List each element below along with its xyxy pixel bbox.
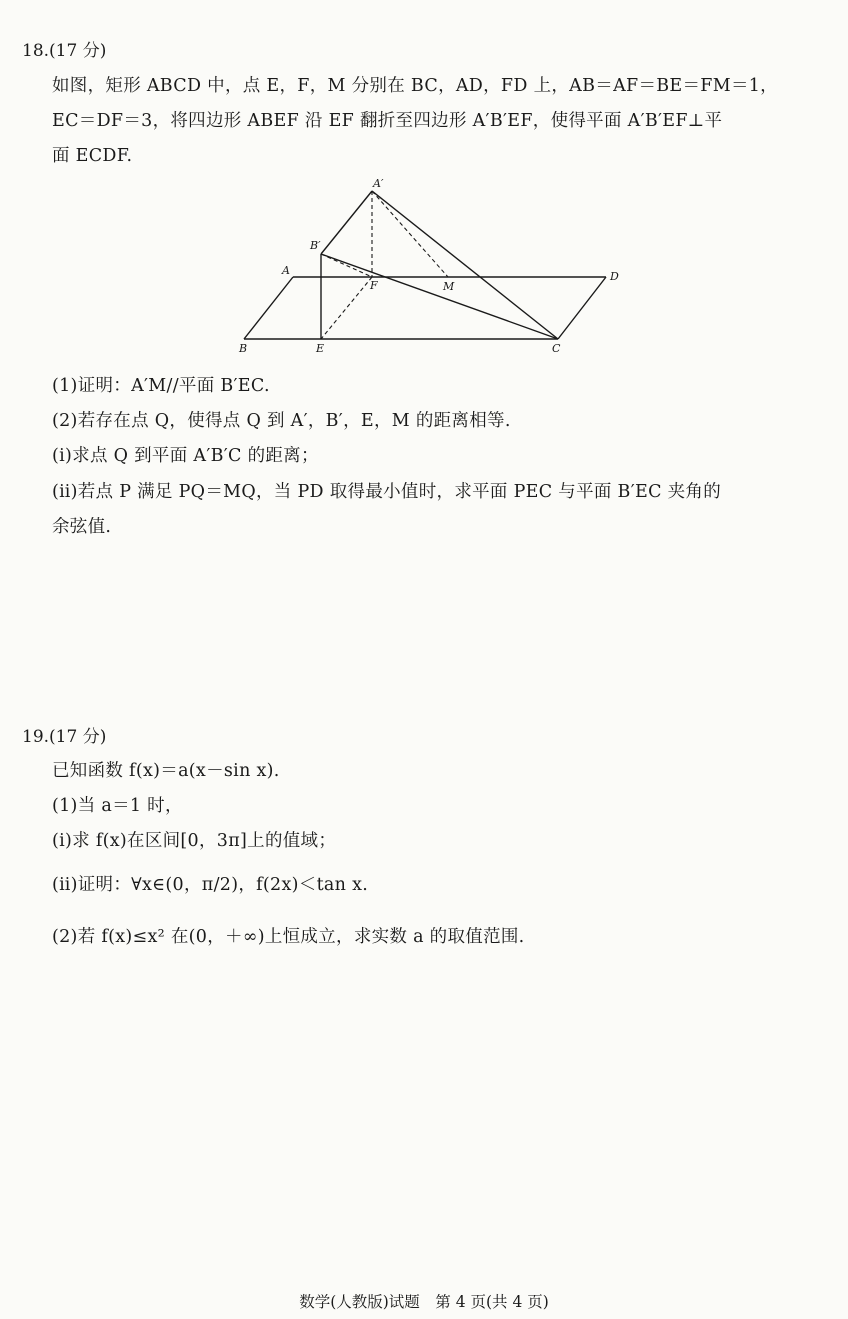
label-b-prime: B′ (310, 239, 321, 252)
label-m: M (443, 280, 455, 293)
question-18-stem-line-3: 面 ECDF. (52, 146, 133, 166)
question-18-stem-line-2: EC＝DF＝3，将四边形 ABEF 沿 EF 翻折至四边形 A′B′EF，使得平面 A′B′EF⊥平 (52, 111, 723, 131)
label-a: A (282, 264, 290, 277)
label-b: B (239, 342, 248, 355)
edge-a-prime-m (372, 191, 448, 277)
label-d: D (610, 270, 619, 283)
label-c: C (552, 342, 561, 355)
question-19-part-1-i: (ⅰ)求 f(x)在区间[0，3π]上的值域； (52, 831, 337, 851)
question-19-stem: 已知函数 f(x)＝a(x－sin x). (52, 761, 280, 781)
question-18-part-2-ii-line-2: 余弦值. (52, 517, 112, 537)
edge-ab (244, 277, 293, 339)
label-a-prime: A′ (373, 177, 384, 190)
question-18-part-2-ii-line-1: (ⅱ)若点 P 满足 PQ＝MQ，当 PD 取得最小值时，求平面 PEC 与平面 B′EC 夹角的 (52, 482, 722, 502)
question-19-part-1-ii: (ⅱ)证明：∀x∈(0，π/2)，f(2x)＜tan x. (52, 875, 369, 895)
label-f: F (370, 279, 378, 292)
label-e: E (316, 342, 325, 355)
edge-a-prime-c (372, 191, 558, 339)
question-18-part-2-i: (ⅰ)求点 Q 到平面 A′B′C 的距离； (52, 446, 319, 466)
geometry-diagram (236, 176, 626, 358)
edge-a-prime-b-prime (321, 191, 372, 254)
question-19-part-2: (2)若 f(x)≤x² 在(0，＋∞)上恒成立，求实数 a 的取值范围. (52, 927, 525, 947)
question-18-number: 18.(17 分) (22, 41, 107, 61)
edge-f-e (321, 277, 372, 339)
edge-dc (558, 277, 606, 339)
question-19-number: 19.(17 分) (22, 727, 107, 747)
question-18-part-1: (1)证明：A′M//平面 B′EC. (52, 376, 270, 396)
question-18-stem-line-1: 如图，矩形 ABCD 中，点 E，F，M 分别在 BC，AD，FD 上，AB＝AF＝BE＝FM＝1， (52, 76, 778, 96)
page-footer: 数学(人教版)试题 第 4 页(共 4 页) (299, 1293, 549, 1311)
edge-b-prime-f (321, 254, 372, 277)
folded-rectangle-figure (236, 176, 626, 358)
question-18-part-2: (2)若存在点 Q，使得点 Q 到 A′，B′，E，M 的距离相等. (52, 411, 511, 431)
question-19-part-1: (1)当 a＝1 时， (52, 796, 183, 816)
